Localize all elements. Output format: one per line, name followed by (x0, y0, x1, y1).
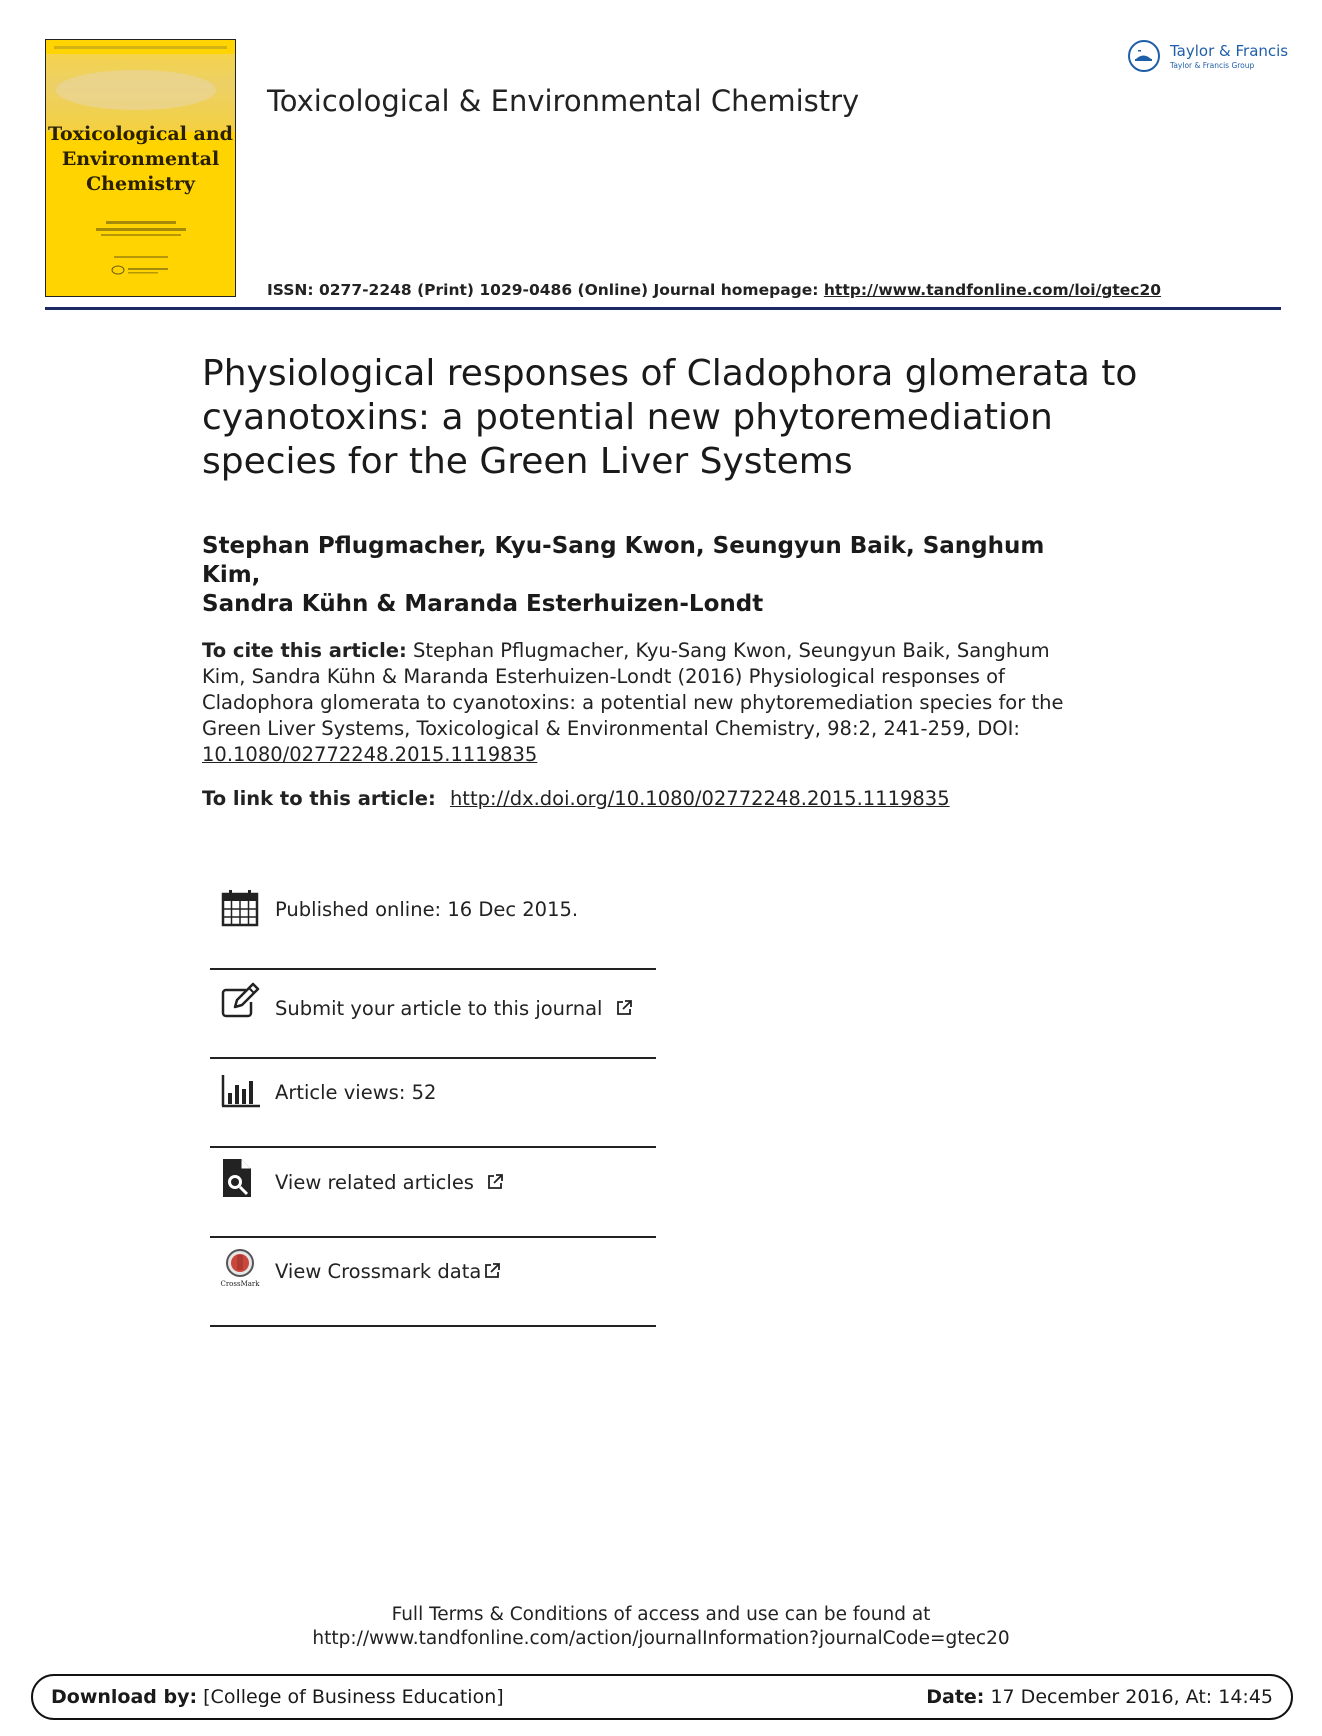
cover-editor-line (106, 221, 176, 224)
download-date (926, 1686, 1273, 1708)
article-link-block (202, 787, 950, 810)
submit-article-label: Submit your article to this journal (275, 997, 603, 1020)
document-search-icon (220, 1158, 260, 1198)
issn-text: ISSN: 0277-2248 (Print) 1029-0486 (Online) Journal homepage: (267, 281, 819, 299)
external-link-icon (486, 1173, 504, 1191)
row-divider (210, 1325, 656, 1327)
download-info-bar (31, 1674, 1293, 1720)
terms-url[interactable]: http://www.tandfonline.com/action/journalInformation?journalCode=gtec20 (312, 1628, 1010, 1649)
citation-doi-link[interactable]: 10.1080/02772248.2015.1119835 (202, 743, 538, 766)
related-articles-label: View related articles (275, 1171, 474, 1194)
download-by-label: Download by: (51, 1686, 198, 1708)
download-date-value: 17 December 2016, At: 14:45 (990, 1686, 1273, 1708)
publisher-logo[interactable] (1128, 40, 1298, 78)
authors-line: Stephan Pflugmacher, Kyu-Sang Kwon, Seungyun Baik, Sanghum Kim, (202, 533, 1045, 588)
article-title: Physiological responses of Cladophora glomerata to cyanotoxins: a potential new phytoremediation species for the Green Liver Systems (202, 353, 1138, 482)
publisher-brand: Taylor & Francis (1170, 42, 1289, 60)
related-articles-link[interactable] (275, 1171, 504, 1194)
cover-publisher-logo (110, 264, 172, 276)
cover-issn-line (114, 256, 168, 258)
crossmark-label: View Crossmark data (275, 1260, 482, 1283)
submit-article-link[interactable] (275, 997, 633, 1020)
crossmark-icon-label: CrossMark (220, 1280, 260, 1288)
journal-name: Toxicological & Environmental Chemistry (267, 84, 860, 118)
citation-text: Stephan Pflugmacher, Kyu-Sang Kwon, Seungyun Baik, Sanghum Kim, Sandra Kühn & Maranda Esterhuizen-Londt (2016) Physiological responses of Cladophora glomerata to cyanotoxins: a potential new phytoremediation species for the Green Liver Systems, Toxicological & Environmental Chemistry, 98:2, 241-259, DOI: (202, 639, 1064, 740)
edit-icon (220, 982, 260, 1022)
article-views-text: Article views: 52 (275, 1081, 437, 1104)
taylor-francis-icon (1128, 40, 1160, 72)
cover-title: Toxicological and Environmental Chemistry (48, 123, 233, 195)
article-doi-url[interactable]: http://dx.doi.org/10.1080/02772248.2015.1119835 (449, 787, 950, 810)
crossmark-icon (220, 1248, 260, 1288)
terms-line: Full Terms & Conditions of access and use can be found at (391, 1604, 931, 1625)
published-online-text: Published online: 16 Dec 2015. (275, 898, 579, 921)
header-divider (45, 307, 1281, 310)
related-articles-row[interactable] (210, 1148, 656, 1236)
external-link-icon (483, 1262, 501, 1280)
article-link-label: To link to this article: (202, 787, 436, 810)
authors-line: Sandra Kühn & Maranda Esterhuizen-Londt (202, 591, 764, 617)
external-link-icon (615, 999, 633, 1017)
cover-editor-line (96, 228, 186, 231)
bar-chart-icon (220, 1071, 260, 1111)
crossmark-link[interactable] (275, 1260, 501, 1283)
crossmark-row[interactable] (210, 1238, 656, 1326)
citation-label: To cite this article: (202, 639, 407, 662)
article-views-row (210, 1059, 656, 1147)
journal-homepage-link[interactable]: http://www.tandfonline.com/loi/gtec20 (823, 281, 1162, 299)
publisher-group: Taylor & Francis Group (1170, 61, 1255, 70)
calendar-icon (220, 888, 260, 928)
journal-cover-image (45, 39, 236, 297)
issn-line (267, 281, 1161, 299)
download-by-value: [College of Business Education] (203, 1686, 504, 1708)
download-date-label: Date: (926, 1686, 985, 1708)
published-online-row (210, 880, 656, 968)
download-by (51, 1686, 504, 1708)
cover-top-text (54, 46, 227, 49)
submit-article-row[interactable] (210, 970, 656, 1058)
cover-editor-line (101, 234, 181, 236)
cover-cloud (56, 70, 216, 110)
citation-block (202, 638, 1072, 768)
article-authors (202, 532, 1102, 619)
terms-block (0, 1603, 1322, 1651)
